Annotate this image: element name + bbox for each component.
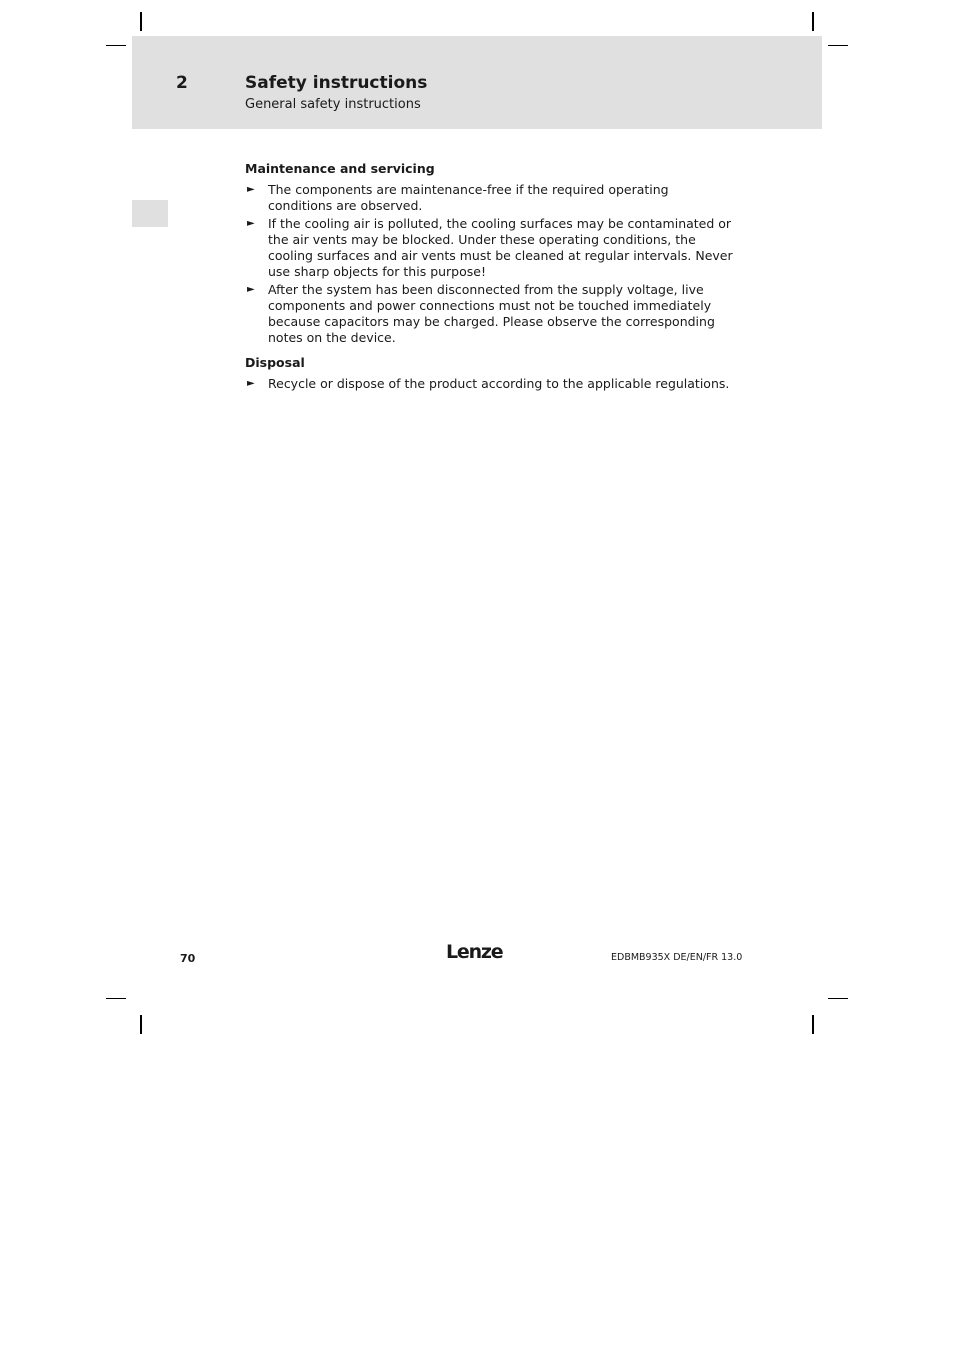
crop-mark-top-right-horizontal bbox=[828, 45, 848, 46]
list-item bbox=[245, 376, 735, 392]
chapter-header-band bbox=[132, 36, 822, 129]
crop-mark-top-right-vertical bbox=[812, 12, 814, 31]
disposal-list bbox=[245, 376, 735, 392]
crop-mark-bottom-left-horizontal bbox=[106, 998, 126, 999]
document-id: EDBMB935X DE/EN/FR 13.0 bbox=[611, 952, 743, 963]
crop-mark-bottom-left-vertical bbox=[140, 1015, 142, 1034]
maintenance-heading: Maintenance and servicing bbox=[245, 161, 435, 176]
lenze-logo: Lenze bbox=[446, 941, 503, 963]
maintenance-list bbox=[245, 182, 735, 346]
crop-mark-bottom-right-horizontal bbox=[828, 998, 848, 999]
chapter-title: Safety instructions bbox=[245, 73, 428, 93]
chapter-number: 2 bbox=[176, 73, 188, 93]
triangle-bullet-icon: ► bbox=[247, 284, 255, 295]
side-tab-marker bbox=[132, 200, 168, 227]
chapter-subtitle: General safety instructions bbox=[245, 97, 421, 112]
crop-mark-top-left-vertical bbox=[140, 12, 142, 31]
crop-mark-bottom-right-vertical bbox=[812, 1015, 814, 1034]
list-item-text: After the system has been disconnected from the supply voltage, live components and power connections must not be touched immediately because capacitors may be charged. Please observe the corresponding notes on the device. bbox=[268, 282, 715, 345]
disposal-heading: Disposal bbox=[245, 355, 305, 370]
list-item-text: The components are maintenance-free if the required operating conditions are observed. bbox=[268, 182, 669, 213]
crop-mark-top-left-horizontal bbox=[106, 45, 126, 46]
page-number: 70 bbox=[180, 952, 196, 965]
page-content bbox=[245, 160, 735, 396]
list-item bbox=[245, 282, 735, 346]
list-item-text: If the cooling air is polluted, the cooling surfaces may be contaminated or the air vents may be blocked. Under these operating conditions, the cooling surfaces and air vents must be cleaned at regular intervals. Never use sharp objects for this purpose! bbox=[268, 216, 733, 279]
list-item bbox=[245, 216, 735, 280]
list-item-text: Recycle or dispose of the product according to the applicable regulations. bbox=[268, 376, 730, 391]
triangle-bullet-icon: ► bbox=[247, 378, 255, 389]
triangle-bullet-icon: ► bbox=[247, 184, 255, 195]
triangle-bullet-icon: ► bbox=[247, 218, 255, 229]
list-item bbox=[245, 182, 735, 214]
